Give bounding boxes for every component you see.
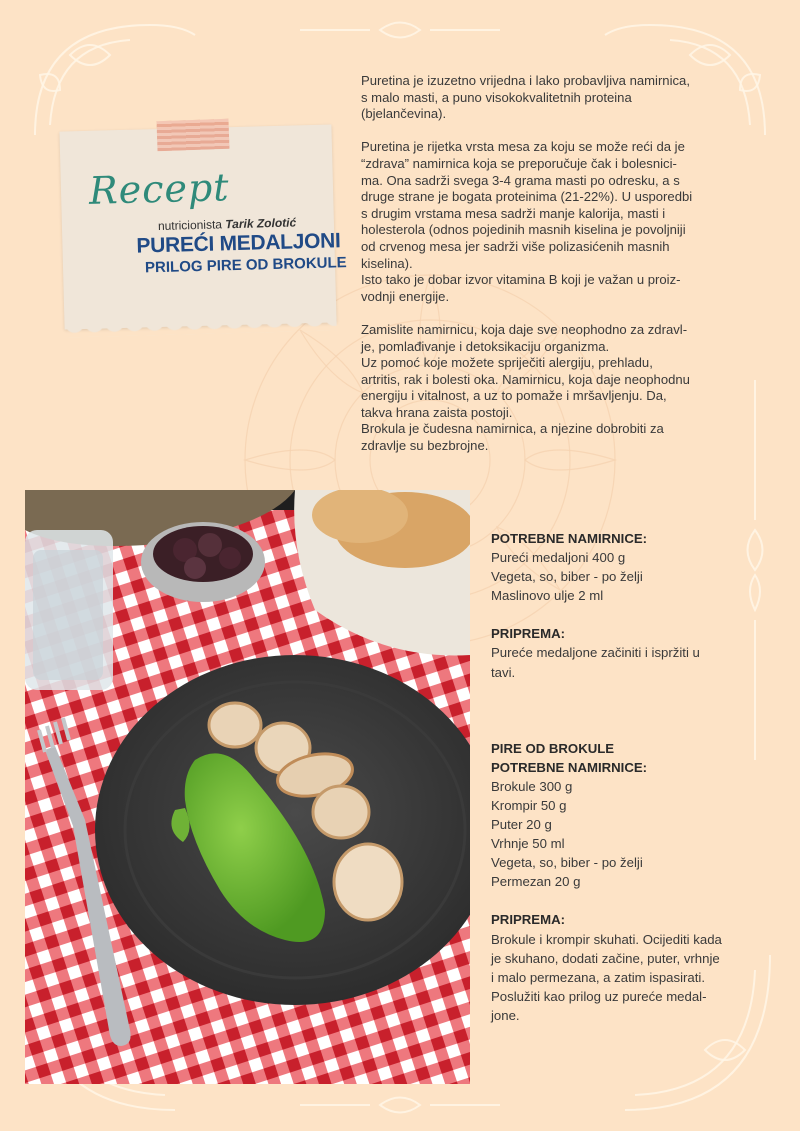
ingredient-item: Pureći medaljoni 400 g [491, 550, 626, 566]
tape-strip [156, 119, 229, 151]
ingredients-heading: POTREBNE NAMIRNICE: [491, 531, 648, 546]
preparation-text: Pureće medaljone začiniti i ispržiti u tavi. [491, 645, 700, 680]
bottom-border-ornament [300, 1090, 500, 1120]
recipe-subtitle: PRILOG PIRE OD BROKULE [144, 254, 347, 277]
ingredient-item: Vegeta, so, biber - po želji [491, 855, 643, 871]
recipe-title: PUREĆI MEDALJONI [136, 229, 341, 258]
recipe-instructions [491, 529, 751, 1025]
dish-photo [25, 490, 470, 1084]
section-heading-pire: PIRE OD BROKULE [491, 740, 615, 756]
author-prefix: nutricionista [157, 217, 226, 234]
preparation-heading: PRIPREMA: [491, 626, 565, 642]
intro-paragraph: Puretina je rijetka vrsta mesa za koju se može reći da je “zdrava” namirnica koja se preporučuje čak i bolesnici- ma. Ona sadrži svega 3-4 grama masti po odresku, a s druge strane je bogata proteinima (21-22%). U usporedbi s drugim vrstama mesa sadrži manje kalorija, masti i holesterola (odnos pojedinih masnih kiselina je povoljniji od crvenog mesa jer sadrži više polizasićenih masnih kiselina). Isto tako je dobar izvor vitamina B koji je važan u proiz- vodnji energije. [361, 139, 693, 304]
author-name: Tarik Zolotić [225, 215, 297, 232]
ingredient-item: Vrhnje 50 ml [491, 836, 565, 852]
intro-text [361, 73, 721, 471]
ingredients-heading: POTREBNE NAMIRNICE: [491, 759, 648, 775]
intro-paragraph: Puretina je izuzetno vrijedna i lako probavljiva namirnica, s malo masti, a puno visokokvalitetnih proteina (bjelančevina). [361, 73, 690, 122]
ingredient-item: Maslinovo ulje 2 ml [491, 588, 604, 604]
recipe-script-title: Recept [88, 165, 231, 213]
preparation-heading: PRIPREMA: [491, 912, 565, 928]
top-border-ornament [300, 15, 500, 45]
ingredient-item: Vegeta, so, biber - po želji [491, 569, 643, 585]
ingredient-item: Brokule 300 g [491, 778, 573, 794]
preparation-text: Brokule i krompir skuhati. Ocijediti kada je skuhano, dodati začine, puter, vrhnje i malo permezana, a zatim ispasirati. Poslužiti kao prilog uz pureće medal- jone. [491, 931, 722, 1023]
ingredient-item: Puter 20 g [491, 817, 552, 833]
intro-paragraph: Zamislite namirnicu, koja daje sve neophodno za zdravl- je, pomlađivanje i detoksikaciju organizma. Uz pomoć koje možete spriječiti alergiju, prehladu, artritis, rak i bolesti oka. Namirnicu, koja daje neophodnu energiju i vitalnost, a uz to pomaže i mršavljenju. Da, takva hrana zaista postoji. Brokula je čudesna namirnica, a njezine dobrobiti za zdravlje su bezbrojne. [361, 321, 690, 454]
recipe-card [59, 124, 347, 329]
ingredient-item: Permezan 20 g [491, 874, 581, 890]
ingredient-item: Krompir 50 g [491, 797, 567, 813]
